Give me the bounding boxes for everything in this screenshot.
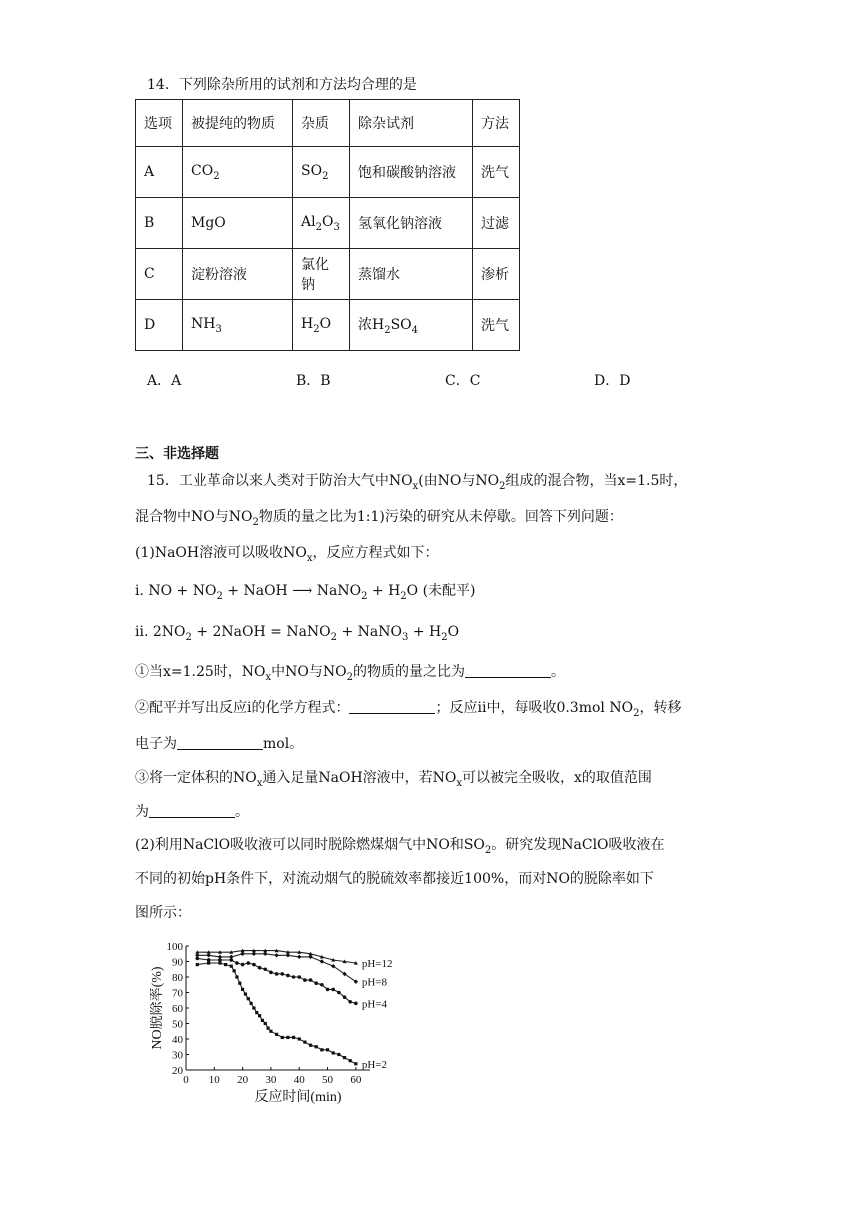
- data-point: [258, 1014, 261, 1017]
- data-point: [244, 992, 247, 995]
- data-point: [241, 988, 244, 991]
- data-point: [337, 1053, 340, 1056]
- data-point: [314, 981, 318, 985]
- q15-part2-line-2: 不同的初始pH条件下，对流动烟气的脱硫效率都接近100%，而对NO的脱除率如下: [135, 871, 654, 887]
- header-method: 方法: [473, 100, 520, 147]
- row-option: A: [136, 147, 183, 198]
- sub-question-3: ③将一定体积的$NO_x$通入足量NaOH溶液中，若$NO_x$可以被完全吸收，x的取值范围: [135, 770, 652, 789]
- data-point: [255, 1011, 258, 1014]
- data-point: [332, 1051, 335, 1054]
- y-tick-label: 90: [172, 956, 183, 969]
- data-point: [246, 961, 250, 965]
- x-tick-label: 20: [237, 1074, 249, 1086]
- no-removal-chart: [150, 938, 420, 1118]
- data-point: [207, 958, 211, 962]
- reaction-i: i. NO + $NO_2$ + NaOH ⟶ NaNO$_2$ + $H_2O$ (未配平): [135, 583, 476, 602]
- x-tick-label: 30: [265, 1074, 277, 1086]
- y-axis-label: NO脱除率(%): [150, 966, 165, 1050]
- row-substance: $NH_3$: [183, 300, 293, 351]
- header-substance: 被提纯的物质: [183, 100, 293, 147]
- data-point: [229, 958, 233, 962]
- data-point: [274, 953, 278, 957]
- row-substance: 淀粉溶液: [183, 249, 293, 300]
- row-reagent: 浓$H_2SO_4$: [350, 300, 473, 351]
- data-point: [298, 1037, 301, 1040]
- row-reagent: 蒸馏水: [350, 249, 473, 300]
- x-tick-label: 10: [208, 1074, 220, 1086]
- data-point: [252, 963, 256, 967]
- x-tick-label: 60: [350, 1074, 362, 1086]
- data-point: [320, 983, 324, 987]
- x-tick-label: 40: [293, 1074, 305, 1086]
- q14-stem: 14．下列除杂所用的试剂和方法均合理的是: [147, 77, 417, 93]
- data-point: [258, 966, 262, 970]
- data-point: [326, 1048, 329, 1051]
- data-point: [250, 1002, 253, 1005]
- data-point: [292, 1036, 295, 1039]
- row-method: 洗气: [473, 300, 520, 351]
- data-point: [297, 955, 301, 959]
- answer-blank[interactable]: [149, 803, 235, 818]
- table-row: [136, 147, 520, 198]
- data-point: [349, 1059, 352, 1062]
- data-point: [196, 963, 199, 966]
- data-point: [297, 975, 301, 979]
- data-point: [235, 961, 239, 965]
- data-point: [320, 959, 324, 963]
- table-row: [136, 300, 520, 351]
- row-substance: $CO_2$: [183, 147, 293, 198]
- x-axis-label: 反应时间(min): [254, 1090, 342, 1105]
- data-point: [275, 1033, 278, 1036]
- y-tick-label: 20: [172, 1065, 183, 1077]
- data-point: [354, 1002, 358, 1006]
- data-point: [331, 988, 335, 992]
- data-point: [252, 1006, 255, 1009]
- data-point: [348, 1000, 352, 1004]
- reaction-ii: ii. $2NO_2$ + 2NaOH = NaNO$_2$ + NaNO$_3$ + $H_2O$: [135, 624, 460, 643]
- table-row: [136, 249, 520, 300]
- y-tick-label: 30: [172, 1049, 183, 1062]
- table-row: [136, 198, 520, 249]
- row-method: 过滤: [473, 198, 520, 249]
- header-reagent: 除杂试剂: [350, 100, 473, 147]
- data-point: [309, 1044, 312, 1047]
- sub-question-1: ①当x=1.25时，$NO_x$中NO与$NO_2$的物质的量之比为 。: [135, 664, 566, 683]
- data-point: [286, 974, 290, 978]
- data-point: [218, 961, 221, 964]
- row-substance: MgO: [183, 198, 293, 249]
- q15-part1-intro: (1)NaOH溶液可以吸收$NO_x$，反应方程式如下：: [135, 545, 439, 564]
- choice-c[interactable]: C．C: [445, 373, 481, 389]
- row-reagent: 氢氧化钠溶液: [350, 198, 473, 249]
- row-impurity: $H_2O$: [293, 300, 350, 351]
- data-point: [218, 958, 222, 962]
- data-point: [286, 1036, 289, 1039]
- row-option: C: [136, 249, 183, 300]
- data-point: [343, 1056, 346, 1059]
- row-impurity: $SO_2$: [293, 147, 350, 198]
- sub-question-2: ②配平并写出反应i的化学方程式： ；反应ii中，每吸收0.3mol $NO_2$，转移: [135, 700, 682, 719]
- data-point: [343, 995, 347, 999]
- data-point: [263, 967, 267, 971]
- choice-d[interactable]: D．D: [594, 373, 631, 389]
- row-reagent: 饱和碳酸钠溶液: [350, 147, 473, 198]
- data-point: [354, 1062, 357, 1065]
- series-line: [197, 963, 355, 1064]
- data-point: [235, 975, 238, 978]
- q14-table: [135, 99, 520, 351]
- series-label: pH=4: [361, 998, 388, 1011]
- q15-line-2: 混合物中NO与$NO_2$物质的量之比为1:1)污染的研究从未停歇。回答下列问题：: [135, 509, 623, 528]
- series-label: pH=8: [361, 976, 388, 989]
- data-point: [280, 972, 284, 976]
- answer-blank[interactable]: [465, 663, 551, 678]
- choice-a[interactable]: A．A: [147, 373, 182, 389]
- row-option: D: [136, 300, 183, 351]
- y-tick-label: 60: [172, 1003, 183, 1015]
- data-point: [196, 957, 200, 961]
- data-point: [247, 997, 250, 1000]
- data-point: [269, 1030, 272, 1033]
- y-tick-label: 40: [172, 1034, 183, 1046]
- sub-question-3-cont: 为 。: [135, 804, 249, 820]
- answer-blank[interactable]: [177, 735, 263, 750]
- x-tick-label: 0: [183, 1074, 189, 1086]
- y-tick-label: 70: [172, 987, 183, 1000]
- row-method: 洗气: [473, 147, 520, 198]
- data-point: [241, 963, 245, 967]
- data-point: [281, 1036, 284, 1039]
- row-impurity: 氯化钠: [293, 249, 350, 300]
- series-label: pH=12: [361, 958, 393, 971]
- row-option: B: [136, 198, 183, 249]
- data-point: [230, 965, 233, 968]
- table-header-row: [136, 100, 520, 147]
- series-line: [197, 954, 355, 982]
- y-tick-label: 50: [172, 1018, 183, 1031]
- row-impurity: $Al_2O_3$: [293, 198, 350, 249]
- y-tick-label: 100: [166, 941, 183, 953]
- data-point: [261, 1019, 264, 1022]
- x-tick-label: 50: [322, 1074, 334, 1086]
- q15-part2-line-1: (2)利用NaClO吸收液可以同时脱除燃煤烟气中NO和$SO_2$。研究发现NaClO吸收液在: [135, 837, 665, 856]
- data-point: [303, 1041, 306, 1044]
- q15-line-1: 15．工业革命以来人类对于防治大气中$NO_x$(由NO与$NO_2$组成的混合物，当x=1.5时，: [147, 473, 688, 492]
- y-tick-label: 80: [172, 972, 183, 984]
- data-point: [303, 978, 307, 982]
- data-point: [224, 963, 227, 966]
- data-point: [326, 988, 330, 992]
- data-point: [320, 1048, 323, 1051]
- data-point: [207, 961, 210, 964]
- sub-question-2-cont: 电子为 mol。: [135, 736, 304, 752]
- q15-part2-line-3: 图所示：: [135, 905, 191, 921]
- choice-b[interactable]: B．B: [296, 373, 331, 389]
- data-point: [266, 1027, 269, 1030]
- data-point: [275, 972, 279, 976]
- data-point: [264, 1022, 267, 1025]
- data-point: [269, 971, 273, 975]
- data-point: [238, 982, 241, 985]
- header-option: 选项: [136, 100, 183, 147]
- section-heading: 三、非选择题: [135, 446, 219, 462]
- series-label: pH=2: [361, 1058, 388, 1071]
- header-impurity: 杂质: [293, 100, 350, 147]
- data-point: [233, 969, 236, 972]
- answer-blank[interactable]: [349, 699, 435, 714]
- data-point: [309, 978, 313, 982]
- data-point: [315, 1045, 318, 1048]
- data-point: [337, 991, 341, 995]
- row-method: 渗析: [473, 249, 520, 300]
- data-point: [292, 975, 296, 979]
